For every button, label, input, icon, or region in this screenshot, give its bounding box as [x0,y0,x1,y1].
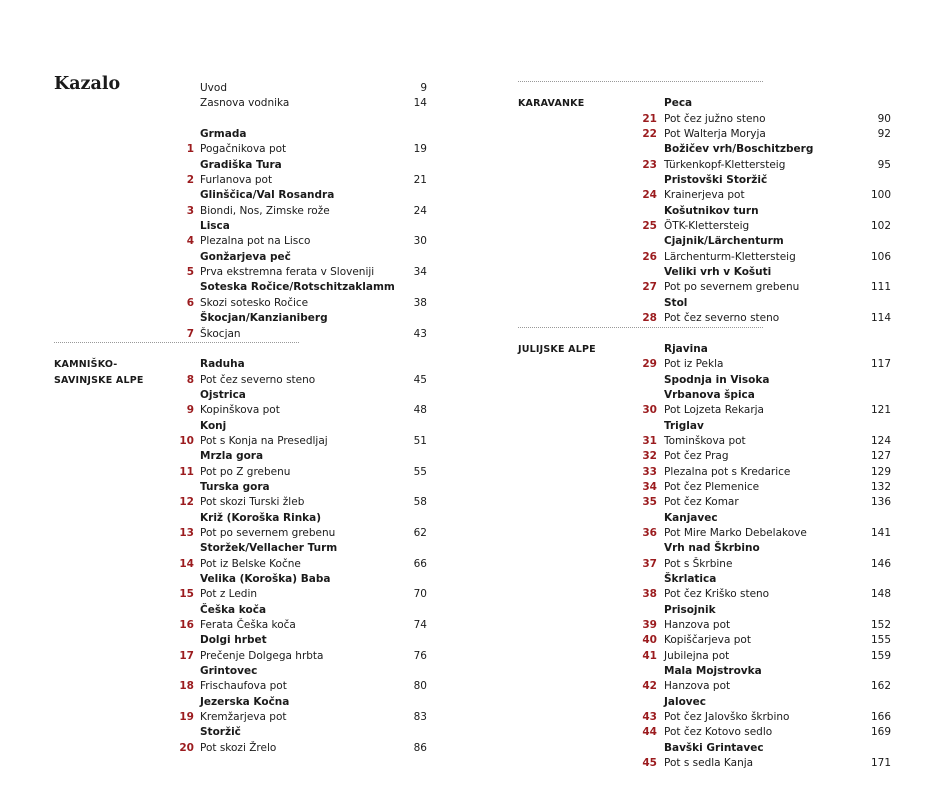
page-number: 74 [413,619,427,632]
page-number: 43 [413,327,427,340]
route-number: 1 [186,143,194,156]
route-entry-row[interactable] [54,81,427,96]
page-number: 100 [870,189,891,202]
mountain-name: Raduha [200,358,245,371]
mountain-heading-row [518,296,891,311]
page-number: 124 [870,434,891,447]
route-name: Prečenje Dolgega hrbta [200,649,324,662]
mountain-heading-row [54,188,427,203]
mountain-heading-row [54,695,427,710]
page-number: 141 [870,526,891,539]
mountain-heading-row [54,603,427,618]
mountain-name: Bavški Grintavec [664,741,764,754]
mountain-name: Cjajnik/Lärchenturm [664,235,784,248]
page-number: 117 [870,358,891,371]
page-number: 136 [870,496,891,509]
route-name: Pot čez Komar [664,496,739,509]
route-number: 9 [186,404,194,417]
mountain-heading-row [518,541,891,556]
route-entry-row[interactable] [518,618,891,633]
route-number: 10 [179,434,194,447]
page-number: 24 [413,204,427,217]
route-number: 26 [642,250,657,263]
route-name: Pot po Z grebenu [200,465,291,478]
page-number: 80 [413,680,427,693]
route-entry-row[interactable] [518,679,891,694]
route-entry-row[interactable] [518,633,891,648]
mountain-heading-row [518,265,891,280]
mountain-name: Konj [200,419,227,432]
page-number: 9 [420,82,427,94]
route-entry-row[interactable] [518,357,891,372]
route-number: 30 [642,404,657,417]
route-number: 5 [186,266,194,279]
route-name: Lärchenturm-Klettersteig [664,250,796,263]
mountain-heading-row [518,173,891,188]
route-name: Pot s Konja na Presedljaj [200,434,328,447]
toc-column-left [54,81,427,756]
page-number: 58 [413,496,427,509]
mountain-heading-row [54,449,427,464]
page-number: 132 [870,480,891,493]
mountain-heading-row [518,695,891,710]
mountain-name: Turska gora [200,480,270,493]
mountain-name: Vrh nad Škrbino [664,542,760,555]
page-number: 95 [877,158,891,171]
route-entry-row[interactable] [518,480,891,495]
route-number: 20 [179,741,194,754]
mountain-name: Božičev vrh/Boschitzberg [664,143,814,156]
route-entry-row[interactable] [518,219,891,234]
route-name: Pot iz Belske Kočne [200,557,301,570]
route-entry-row[interactable] [54,434,427,449]
mountain-heading-row [54,311,427,326]
page-number: 162 [870,680,891,693]
mountain-heading-row [54,419,427,434]
section-label: JULIJSKE ALPE [518,343,596,355]
route-number: 6 [186,296,194,309]
route-name: Plezalna pot s Kredarice [664,465,791,478]
section-divider [54,342,427,357]
route-number: 45 [642,757,657,770]
mountain-heading-row [54,280,427,295]
route-entry-row[interactable] [54,96,427,111]
route-number: 27 [642,281,657,294]
mountain-name: Prisojnik [664,603,716,616]
mountain-name: Grmada [200,128,247,141]
route-number: 7 [186,327,194,340]
mountain-name: Jalovec [664,695,706,708]
route-name: Pot čez Kotovo sedlo [664,726,773,739]
page-number: 155 [870,634,891,647]
page-number: 106 [870,250,891,263]
route-number: 22 [642,128,657,141]
route-number: 41 [642,649,657,662]
route-entry-row[interactable] [54,327,427,342]
route-number: 38 [642,588,657,601]
page-number: 48 [413,404,427,417]
route-entry-row[interactable] [518,725,891,740]
mountain-name: Škrlatica [664,573,717,585]
page-number: 38 [413,296,427,309]
route-name: Uvod [200,82,227,94]
mountain-name: Gonžarjeva peč [200,250,291,263]
mountain-name: Vrbanova špica [664,388,755,401]
route-name: Pot čez Prag [664,450,729,463]
mountain-name: Rjavina [664,342,708,355]
route-name: Pot po severnem grebenu [200,526,336,539]
mountain-heading-row [54,511,427,526]
route-entry-row[interactable] [518,465,891,480]
mountain-heading-row [518,511,891,526]
page-number: 19 [413,143,427,156]
route-entry-row[interactable] [54,204,427,219]
mountain-heading-row [518,142,891,157]
route-number: 42 [642,680,657,693]
mountain-heading-row [54,388,427,403]
route-number: 44 [642,726,657,739]
route-entry-row[interactable] [54,373,427,388]
mountain-name: Velika (Koroška) Baba [200,573,331,585]
route-number: 19 [179,711,194,724]
page-number: 51 [413,434,427,447]
page-number: 14 [413,97,427,110]
route-number: 37 [642,557,657,570]
page-number: 83 [413,711,427,724]
route-entry-row[interactable] [54,465,427,480]
route-entry-row[interactable] [54,741,427,756]
route-number: 40 [642,634,657,647]
mountain-name: Stol [664,296,688,309]
route-entry-row[interactable] [54,234,427,249]
mountain-name: Dolgi hrbet [200,634,267,647]
mountain-heading-row [518,342,891,357]
route-name: Prva ekstremna ferata v Sloveniji [200,266,375,279]
route-name: Türkenkopf-Klettersteig [664,158,786,171]
route-number: 31 [642,434,657,447]
mountain-name: Križ (Koroška Rinka) [200,511,322,524]
route-entry-row[interactable] [54,557,427,572]
route-entry-row[interactable] [518,112,891,127]
route-name: Pot čez južno steno [664,112,766,125]
section-divider [518,81,891,96]
route-entry-row[interactable] [518,311,891,326]
section-label: KARAVANKE [518,98,585,110]
mountain-name: Lisca [200,220,230,233]
mountain-heading-row [518,234,891,249]
mountain-heading-row [518,664,891,679]
page-number: 76 [413,649,427,662]
route-entry-row[interactable] [518,710,891,725]
page-number: 129 [870,465,891,478]
mountain-heading-row [54,725,427,740]
page-number: 166 [870,711,891,724]
route-number: 28 [642,312,657,325]
route-name: Kopinškova pot [200,404,280,417]
route-name: Kopiščarjeva pot [664,634,751,647]
route-name: Skozi sotesko Ročice [200,296,309,309]
route-number: 25 [642,220,657,233]
mountain-heading-row [54,158,427,173]
mountain-name: Triglav [664,419,704,432]
route-name: Furlanova pot [200,174,273,187]
mountain-name: Ojstrica [200,388,246,401]
mountain-name: Košutnikov turn [664,204,759,217]
route-entry-row[interactable] [54,526,427,541]
route-name: Frischaufova pot [200,680,287,693]
route-name: Tominškova pot [664,434,746,447]
page-number: 159 [870,649,891,662]
mountain-heading-row [518,388,891,403]
page-number: 171 [870,757,891,770]
route-entry-row[interactable] [54,495,427,510]
route-entry-row[interactable] [54,142,427,157]
route-name: Škocjan [200,327,241,340]
page-number: 86 [413,741,427,754]
mountain-heading-row [518,204,891,219]
route-name: Pogačnikova pot [200,143,287,156]
route-name: Pot čez severno steno [664,312,780,325]
mountain-heading-row [518,96,891,111]
page-number: 70 [413,588,427,601]
mountain-heading-row [54,664,427,679]
page-number: 55 [413,465,427,478]
route-entry-row[interactable] [518,557,891,572]
route-entry-row[interactable] [518,449,891,464]
mountain-name: Kanjavec [664,511,718,524]
route-entry-row[interactable] [518,649,891,664]
page-number: 21 [413,174,427,187]
page-number: 34 [413,266,427,279]
route-name: Kremžarjeva pot [200,711,287,724]
mountain-heading-row [518,741,891,756]
mountain-name: Storžič [200,726,241,739]
page-number: 111 [870,281,891,294]
route-number: 2 [186,174,194,187]
route-name: Pot skozi Žrelo [200,741,277,754]
route-entry-row[interactable] [54,403,427,418]
route-number: 18 [179,680,194,693]
page-number: 114 [870,312,891,325]
route-name: Pot Mire Marko Debelakove [664,526,807,539]
route-name: Pot čez Jalovško škrbino [664,711,790,724]
mountain-heading-row [54,127,427,142]
route-number: 12 [179,496,194,509]
route-name: Pot Walterja Moryja [664,128,766,141]
route-name: Pot z Ledin [200,588,258,601]
mountain-heading-row [518,373,891,388]
route-entry-row[interactable] [54,587,427,602]
mountain-name: Veliki vrh v Košuti [664,266,772,279]
page-number: 146 [870,557,891,570]
mountain-name: Glinščica/Val Rosandra [200,189,335,202]
route-entry-row[interactable] [518,495,891,510]
section-label: KAMNIŠKO- [54,359,118,371]
route-number: 4 [186,235,194,248]
route-entry-row[interactable] [54,296,427,311]
mountain-heading-row [54,633,427,648]
toc-column-right [518,81,891,771]
route-name: Hanzova pot [664,680,731,693]
route-number: 33 [642,465,657,478]
route-name: Pot po severnem grebenu [664,281,800,294]
mountain-heading-row [518,603,891,618]
route-entry-row[interactable] [54,618,427,633]
route-name: Pot čez Kriško steno [664,588,770,601]
section-label: SAVINJSKE ALPE [54,374,144,386]
route-entry-row[interactable] [518,250,891,265]
page-number: 30 [413,235,427,248]
route-number: 21 [642,112,657,125]
route-number: 23 [642,158,657,171]
route-name: Biondi, Nos, Zimske rože [200,204,330,217]
page-number: 45 [413,373,427,386]
mountain-name: Grintovec [200,665,258,678]
route-number: 16 [179,619,194,632]
route-name: Pot čez severno steno [200,373,316,386]
route-name: Pot s Škrbine [664,557,733,570]
mountain-heading-row [54,357,427,372]
mountain-name: Češka koča [200,603,267,616]
route-entry-row[interactable] [518,158,891,173]
route-number: 35 [642,496,657,509]
page-number: 102 [870,220,891,233]
mountain-name: Gradiška Tura [200,158,282,171]
page-number: 169 [870,726,891,739]
mountain-heading-row [54,572,427,587]
route-entry-row[interactable] [518,587,891,602]
route-name: Hanzova pot [664,619,731,632]
route-name: Pot Lojzeta Rekarja [664,404,764,417]
route-number: 24 [642,189,657,202]
route-number: 39 [642,619,657,632]
page-title: Kazalo [54,74,121,94]
route-number: 32 [642,450,657,463]
route-entry-row[interactable] [54,679,427,694]
mountain-heading-row [518,419,891,434]
route-entry-row[interactable] [518,756,891,771]
page-number: 121 [870,404,891,417]
route-number: 36 [642,526,657,539]
mountain-name: Mala Mojstrovka [664,665,762,678]
mountain-heading-row [54,480,427,495]
route-entry-row[interactable] [54,710,427,725]
route-name: Zasnova vodnika [200,97,290,110]
page-number: 92 [877,128,891,141]
page-number: 66 [413,557,427,570]
route-number: 15 [179,588,194,601]
mountain-name: Spodnja in Visoka [664,373,770,386]
page-number: 62 [413,526,427,539]
page-number: 127 [870,450,891,463]
route-name: Pot čez Plemenice [664,480,760,493]
route-entry-row[interactable] [54,265,427,280]
route-name: Ferata Češka koča [200,619,296,632]
route-number: 43 [642,711,657,724]
mountain-heading-row [54,250,427,265]
route-number: 8 [186,373,194,386]
route-entry-row[interactable] [518,188,891,203]
route-number: 11 [179,465,194,478]
route-entry-row[interactable] [518,526,891,541]
page-number: 90 [877,112,891,125]
route-entry-row[interactable] [54,649,427,664]
route-name: Krainerjeva pot [664,189,745,202]
page-number: 148 [870,588,891,601]
route-entry-row[interactable] [54,173,427,188]
route-number: 34 [642,480,657,493]
mountain-name: Pristovški Storžič [664,174,768,187]
mountain-name: Peca [664,97,693,110]
mountain-heading-row [54,541,427,556]
route-number: 13 [179,526,194,539]
spacer [54,112,427,127]
mountain-name: Soteska Ročice/Rotschitzaklamm [200,281,395,294]
mountain-name: Škocjan/Kanzianiberg [200,312,328,325]
route-name: ÖTK-Klettersteig [664,220,750,233]
mountain-name: Storžek/Vellacher Turm [200,542,338,555]
route-number: 3 [186,204,194,217]
route-name: Plezalna pot na Lisco [200,235,311,248]
mountain-name: Jezerska Kočna [200,695,290,708]
route-name: Pot skozi Turski žleb [200,496,305,509]
mountain-name: Mrzla gora [200,450,264,463]
section-divider [518,327,891,342]
mountain-heading-row [54,219,427,234]
route-name: Pot iz Pekla [664,358,724,371]
route-entry-row[interactable] [518,403,891,418]
route-name: Pot s sedla Kanja [664,757,754,770]
route-entry-row[interactable] [518,434,891,449]
route-entry-row[interactable] [518,280,891,295]
route-number: 17 [179,649,194,662]
route-number: 29 [642,358,657,371]
route-number: 14 [179,557,194,570]
route-entry-row[interactable] [518,127,891,142]
page-number: 152 [870,619,891,632]
route-name: Jubilejna pot [664,649,730,662]
mountain-heading-row [518,572,891,587]
